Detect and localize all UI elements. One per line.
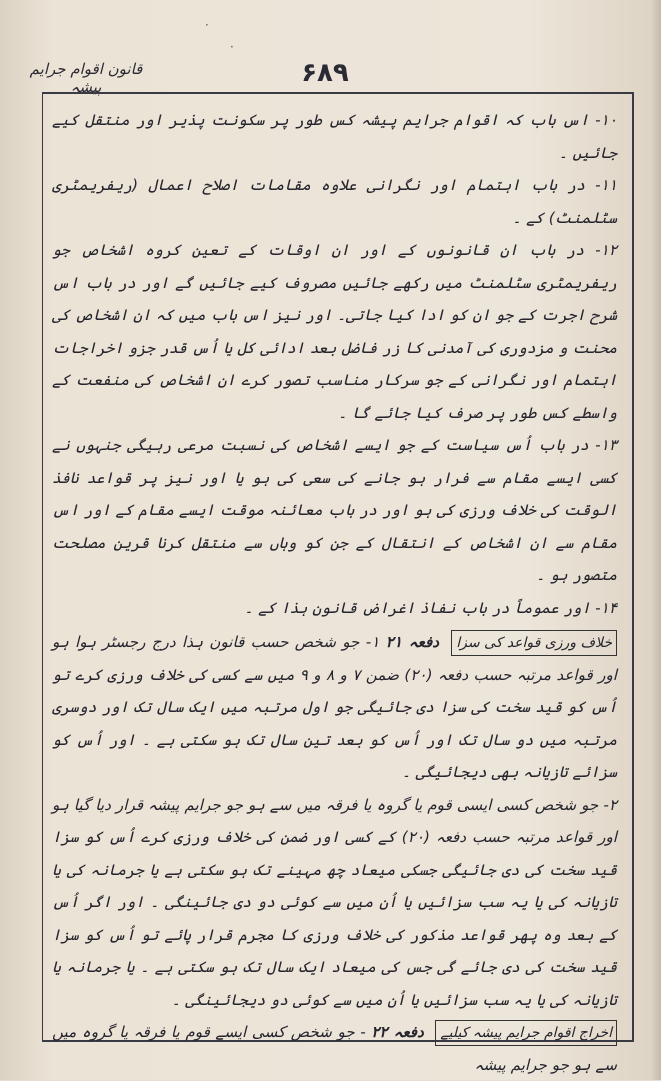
- section-22-number: دفعہ ۲۲: [371, 1023, 424, 1041]
- section-22: [52, 1016, 617, 1081]
- paragraph-12: ۱۲- در باب ان قانونوں کے اور ان اوقات کے تعین کروہ اشخاص جو ریفریمٹری سٹلمنٹ میں رکھے جائیں مصروف کیے جائیں گے اور در باب اس شرح اجرت کے جو ان کو ادا کیا جاتی۔ اور نیز اس باب میں کہ ان اشخاص کی محنت و مزدوری کی آمدنی کا زر فاضل بعد ادائی کل یا اُس قدر جزو اخراجات اہتمام اور نگرانی کے جو سرکار مناسب تصور کرے ان اشخاص کی منفعت کے واسطے کس طور پر صرف کیا جائے گا ۔: [52, 241, 617, 422]
- paragraph-14: ۱۴- اور عموماً در باب نفاذ اغراض قانون ہذا کے ۔: [244, 598, 617, 617]
- page-edge-shadow: [651, 0, 661, 1080]
- running-title: قانون اقوام جرایم پیشہ: [29, 60, 143, 96]
- section-22-text: - جو شخص کسی ایسے قوم یا فرقہ یا گروہ میں سے ہو جو جرایم پیشہ: [52, 1023, 617, 1074]
- paragraph-13: ۱۳- در باب اُس سیاست کے جو ایسے اشخاص کی نسبت مرعی رہیگی جنہوں نے کسی ایسے مقام سے فرار ہو جانے کی سعی کی ہو یا اور نیز پر قواعد نافذ الوقت کی خلاف ورزی کی ہو اور در باب معائنہ موقت ایسے مقام کے اور اس مقام سے ان اشخاص کے انتقال کے جن کو وہاں سے منتقل کرنا قرین مصلحت متصور ہو ۔: [52, 436, 617, 584]
- page-body: [52, 104, 617, 1081]
- section-21-clause-2: ۲- جو شخص کسی ایسی قوم یا گروہ یا فرقہ میں سے ہو جو جرایم پیشہ قرار دیا گیا ہو اور قواعد مرتبہ حسب دفعہ (۲۰) کے کسی اور ضمن کی خلاف ورزی کرے اُس کو سزا قید سخت کی دی جائیگی جسکی میعاد چھ مہینے تک ہو سکتی ہے یا جرمانہ کی یا تازیانہ کی یا یہ سب سزائیں یا اُن میں سے کوئی دو دی جائینگی ۔ اور اگر اُس کے بعد وہ پھر قواعد مذکور کی خلاف ورزی کا مجرم قرار پائے تو اُس کو سزا قید سخت کی دی جائے گی جس کی میعاد ایک سال تک ہو سکتی ہے ۔ یا جرمانہ یا تازیانہ کی یا یہ سب سزائیں یا اُن میں سے کوئی دو دیجائینگی ۔: [52, 795, 618, 1009]
- page-number: ۶۸۹: [301, 58, 349, 88]
- section-21-clause-1: ۱- جو شخص حسب قانون ہذا درج رجسٹر ہوا ہو اور قواعد مرتبہ حسب دفعہ (۲۰) ضمن ۷ و ۸ و ۹ میں سے کسی کی خلاف ورزی کرے تو اُس کو قید سخت کی سزا دی جائیگی جو اول مرتبہ میں ایک سال تک اور دوسری مرتبہ میں دو سال تک اور اُس کو بعد تین سال تک ہو سکتی ہے ۔ اور اُس کو سزائے تازیانہ بھی دیجائیگی ۔: [52, 633, 617, 781]
- section-21-number: دفعہ ۲۱: [385, 633, 439, 651]
- paragraph-10: ۱۰- اس باب کہ اقوام جرایم پیشہ کس طور پر سکونت پذیر اور منتقل کیے جائیں ۔: [52, 111, 617, 162]
- section-22-side-label: اخراج اقوام جرایم پیشہ کیلیے: [435, 1020, 617, 1046]
- section-21-side-label: خلاف ورزی قواعد کی سزا: [451, 630, 617, 656]
- section-21: [52, 626, 617, 789]
- paragraph-11: ۱۱- در باب اہتمام اور نگرانی علاوہ مقامات اصلاح اعمال (ریفریمٹری سٹلمنٹ) کے ۔: [52, 176, 617, 227]
- ink-speck: ·: [205, 18, 209, 32]
- ink-speck: ·: [230, 40, 234, 54]
